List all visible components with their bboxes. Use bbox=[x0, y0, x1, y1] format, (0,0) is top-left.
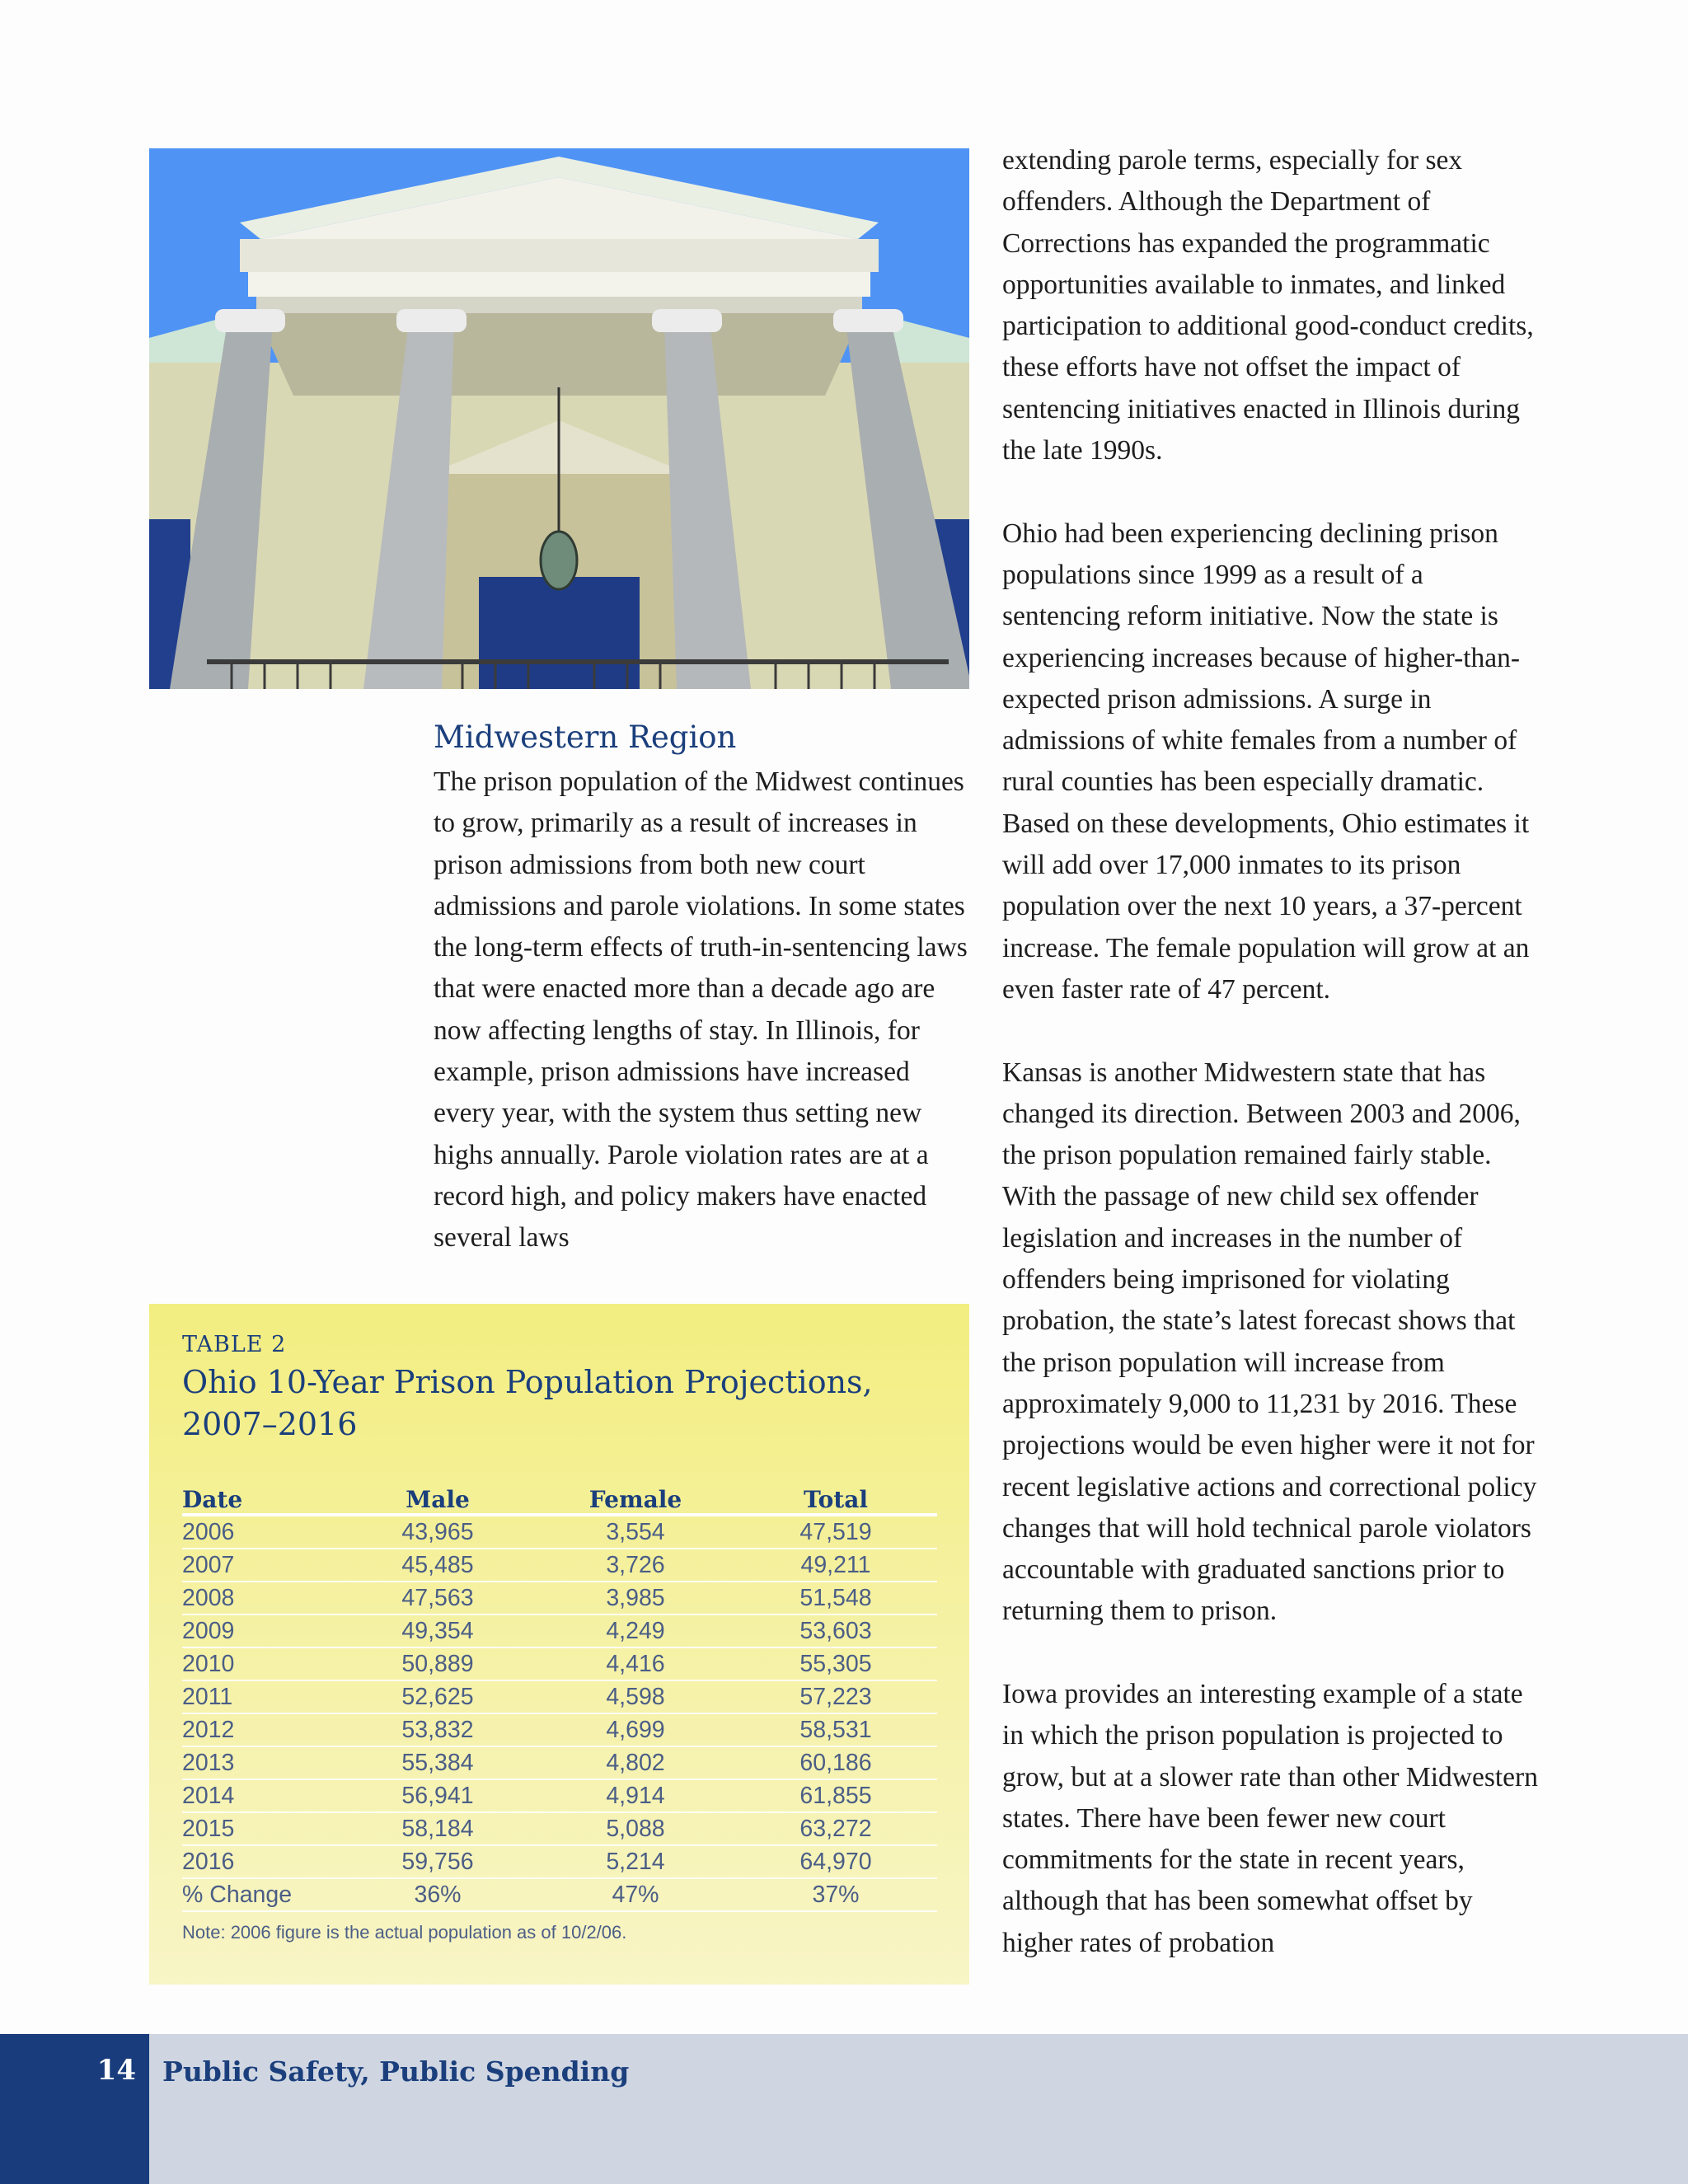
cell-date: 2010 bbox=[182, 1647, 339, 1680]
cell-male: 50,889 bbox=[339, 1647, 537, 1680]
header-date: Date bbox=[182, 1482, 339, 1515]
cell-date: 2012 bbox=[182, 1713, 339, 1746]
courthouse-photo bbox=[149, 148, 969, 689]
cell-total: 58,531 bbox=[734, 1713, 937, 1746]
midwestern-region-section bbox=[434, 715, 978, 1259]
table-row bbox=[182, 1515, 937, 1549]
cell-total: 49,211 bbox=[734, 1549, 937, 1582]
table-row bbox=[182, 1615, 937, 1647]
cell-total: 61,855 bbox=[734, 1779, 937, 1812]
cell-date: 2009 bbox=[182, 1615, 339, 1647]
table-header-row bbox=[182, 1482, 937, 1515]
cell-male: 36% bbox=[339, 1878, 537, 1911]
cell-male: 59,756 bbox=[339, 1845, 537, 1878]
table-row bbox=[182, 1812, 937, 1845]
cell-total: 57,223 bbox=[734, 1680, 937, 1713]
cell-male: 45,485 bbox=[339, 1549, 537, 1582]
cell-date: 2014 bbox=[182, 1779, 339, 1812]
projection-table bbox=[182, 1482, 937, 1912]
cell-male: 56,941 bbox=[339, 1779, 537, 1812]
table-row bbox=[182, 1647, 937, 1680]
cell-female: 3,985 bbox=[537, 1582, 734, 1615]
table-title: Ohio 10-Year Prison Population Projections, 2007–2016 bbox=[182, 1364, 873, 1442]
table-row-percent-change bbox=[182, 1878, 937, 1911]
cell-female: 3,726 bbox=[537, 1549, 734, 1582]
section-heading: Midwestern Region bbox=[434, 719, 737, 755]
cell-female: 4,699 bbox=[537, 1713, 734, 1746]
table-2-box bbox=[149, 1304, 969, 1985]
cell-male: 53,832 bbox=[339, 1713, 537, 1746]
cell-female: 3,554 bbox=[537, 1515, 734, 1549]
cell-date: % Change bbox=[182, 1878, 339, 1911]
midwest-paragraph: The prison population of the Midwest continues to grow, primarily as a result of increases in prison admissions from both new court admissions and parole violations. In some states the long-term effects of truth-in-sentencing laws that were enacted more than a decade ago are now affecting lengths of stay. In Illinois, for example, prison admissions have increased every year, with the system thus setting new highs annually. Parole violation rates are at a record high, and policy makers have enacted several laws bbox=[434, 766, 968, 1254]
cell-total: 51,548 bbox=[734, 1582, 937, 1615]
cell-male: 58,184 bbox=[339, 1812, 537, 1845]
cell-female: 4,249 bbox=[537, 1615, 734, 1647]
cell-total: 53,603 bbox=[734, 1615, 937, 1647]
cell-date: 2016 bbox=[182, 1845, 339, 1878]
page-footer bbox=[0, 2034, 1688, 2184]
cell-female: 4,914 bbox=[537, 1779, 734, 1812]
page-number: 14 bbox=[96, 2054, 136, 2087]
cell-total: 60,186 bbox=[734, 1746, 937, 1779]
paragraph-kansas: Kansas is another Midwestern state that has changed its direction. Between 2003 and 2006, the prison population remained fairly stable. With the passage of new child sex offender legislation and increases in the number of offenders being imprisoned for violating probation, the state’s latest forecast shows that the prison population will increase from approximately 9,000 to 11,231 by 2016. These projections would be even higher were it not for recent legislative actions and correctional policy changes that will hold technical parole violators accountable with graduated sanctions prior to returning them to prison. bbox=[1002, 1057, 1537, 1627]
cell-male: 49,354 bbox=[339, 1615, 537, 1647]
paragraph-ohio: Ohio had been experiencing declining prison populations since 1999 as a result of a sentencing reform initiative. Now the state is experiencing increases because of higher-than-expected prison admissions. A surge in admissions of white females from a number of rural counties has been especially dramatic. Based on these developments, Ohio estimates it will add over 17,000 inmates to its prison population over the next 10 years, a 37-percent increase. The female population will grow at an even faster rate of 47 percent. bbox=[1002, 518, 1530, 1005]
cell-female: 4,802 bbox=[537, 1746, 734, 1779]
cell-total: 47,519 bbox=[734, 1515, 937, 1549]
cell-total: 64,970 bbox=[734, 1845, 937, 1878]
cell-male: 55,384 bbox=[339, 1746, 537, 1779]
cell-female: 5,088 bbox=[537, 1812, 734, 1845]
right-column bbox=[1002, 140, 1546, 2005]
cell-female: 5,214 bbox=[537, 1845, 734, 1878]
cell-female: 47% bbox=[537, 1878, 734, 1911]
publication-title: Public Safety, Public Spending bbox=[162, 2055, 630, 2088]
cell-total: 63,272 bbox=[734, 1812, 937, 1845]
table-row bbox=[182, 1680, 937, 1713]
table-row bbox=[182, 1845, 937, 1878]
paragraph-iowa: Iowa provides an interesting example of a state in which the prison population is projected to grow, but at a slower rate than other Midwestern states. There have been fewer new court commitments for the state in recent years, although that has been somewhat offset by higher rates of probation bbox=[1002, 1678, 1538, 1958]
courthouse-portico-illustration bbox=[149, 148, 969, 689]
cell-male: 52,625 bbox=[339, 1680, 537, 1713]
cell-male: 43,965 bbox=[339, 1515, 537, 1549]
table-kicker: TABLE 2 bbox=[182, 1332, 287, 1357]
cell-date: 2007 bbox=[182, 1549, 339, 1582]
table-row bbox=[182, 1779, 937, 1812]
cell-total: 37% bbox=[734, 1878, 937, 1911]
header-total: Total bbox=[734, 1482, 937, 1515]
cell-date: 2011 bbox=[182, 1680, 339, 1713]
cell-female: 4,416 bbox=[537, 1647, 734, 1680]
cell-male: 47,563 bbox=[339, 1582, 537, 1615]
page-number-block bbox=[0, 2034, 149, 2184]
cell-female: 4,598 bbox=[537, 1680, 734, 1713]
cell-date: 2013 bbox=[182, 1746, 339, 1779]
cell-date: 2008 bbox=[182, 1582, 339, 1615]
header-male: Male bbox=[339, 1482, 537, 1515]
cell-date: 2006 bbox=[182, 1515, 339, 1549]
table-row bbox=[182, 1549, 937, 1582]
header-female: Female bbox=[537, 1482, 734, 1515]
table-note: Note: 2006 figure is the actual population as of 10/2/06. bbox=[182, 1922, 627, 1943]
table-row bbox=[182, 1582, 937, 1615]
cell-date: 2015 bbox=[182, 1812, 339, 1845]
table-row bbox=[182, 1713, 937, 1746]
paragraph-illinois: extending parole terms, especially for sex offenders. Although the Department of Corrections has expanded the programmatic opportunities available to inmates, and linked participation to additional good-conduct credits, these efforts have not offset the impact of sentencing initiatives enacted in Illinois during the late 1990s. bbox=[1002, 145, 1534, 466]
table-row bbox=[182, 1746, 937, 1779]
cell-total: 55,305 bbox=[734, 1647, 937, 1680]
